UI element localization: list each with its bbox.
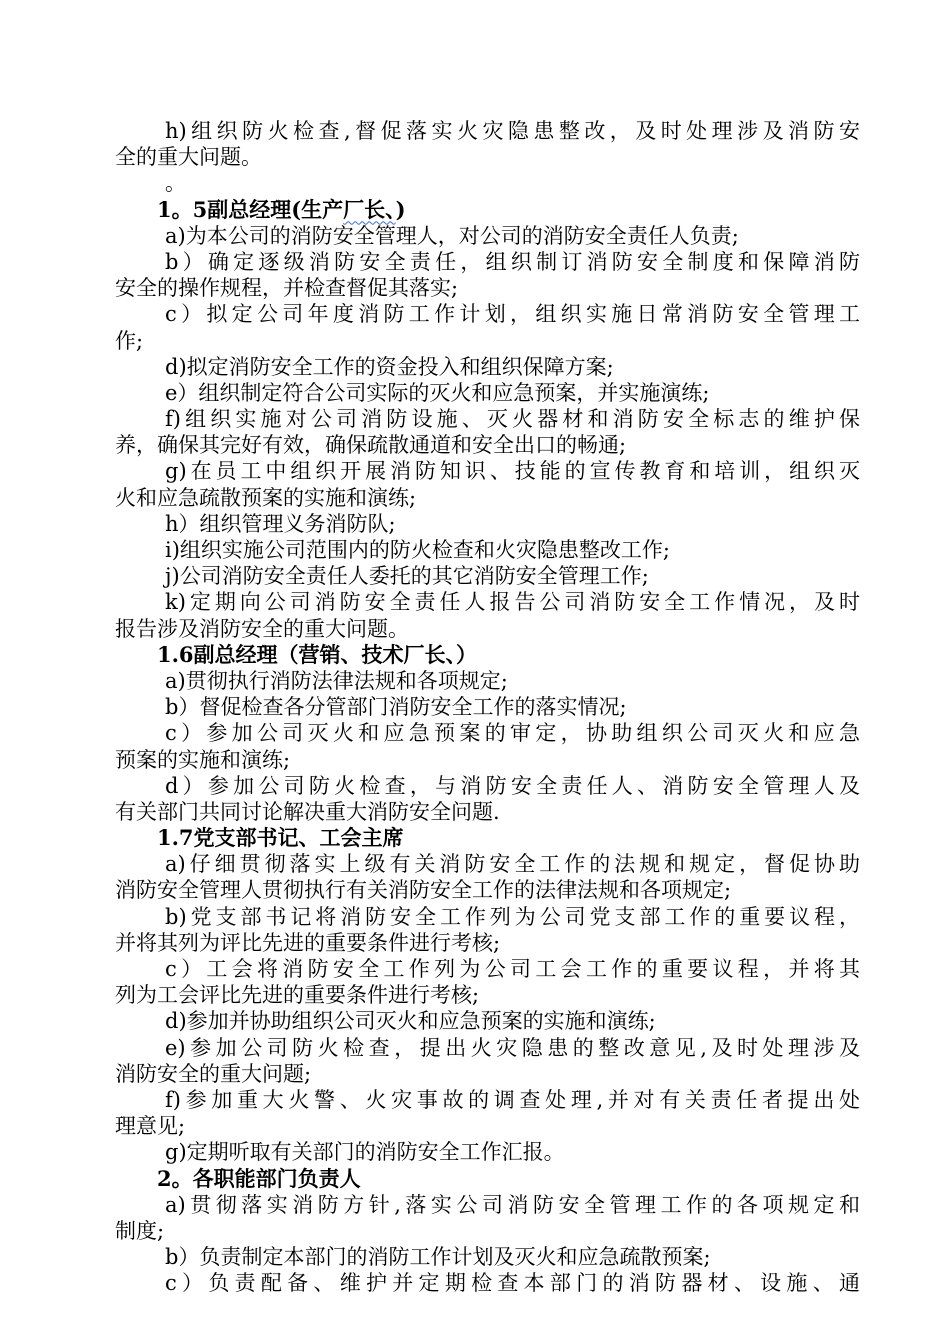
paragraph-line: c）参加公司灭火和应急预案的审定，协助组织公司灭火和应急 <box>165 721 860 746</box>
paragraph-line: a)贯彻执行消防法律法规和各项规定; <box>165 668 508 693</box>
paragraph-line: b）确定逐级消防安全责任，组织制订消防安全制度和保障消防 <box>165 249 860 274</box>
heading-text: 1。5副总经理(生产 <box>157 196 344 222</box>
heading-text: ) <box>395 196 406 222</box>
paragraph-line: b)党支部书记将消防安全工作列为公司党支部工作的重要议程， <box>165 904 860 929</box>
paragraph-line: c）拟定公司年度消防工作计划，组织实施日常消防安全管理工 <box>165 302 860 327</box>
paragraph-line: d)参加并协助组织公司灭火和应急预案的实施和演练; <box>165 1009 656 1034</box>
paragraph-line: k)定期向公司消防安全责任人报告公司消防安全工作情况，及时 <box>165 590 860 615</box>
paragraph-line: e）组织制定符合公司实际的灭火和应急预案，并实施演练; <box>165 380 710 405</box>
paragraph-line: b）督促检查各分管部门消防安全工作的落实情况; <box>165 695 627 720</box>
paragraph-line: h）组织管理义务消防队; <box>165 511 396 536</box>
paragraph-line: c）工会将消防安全工作列为公司工会工作的重要议程，并将其 <box>165 957 860 981</box>
paragraph-line: 列为工会评比先进的重要条件进行考核; <box>115 983 480 1008</box>
paragraph-line: a)为本公司的消防安全管理人，对公司的消防安全责任人负责; <box>165 223 739 248</box>
stray-mark: 。 <box>165 171 186 196</box>
paragraph-line: b）负责制定本部门的消防工作计划及灭火和应急疏散预案; <box>165 1245 711 1270</box>
paragraph-line: d)拟定消防安全工作的资金投入和组织保障方案; <box>165 354 614 379</box>
paragraph-line: 作; <box>115 328 144 353</box>
paragraph-line: 预案的实施和演练; <box>115 747 291 772</box>
paragraph-line: 理意见; <box>115 1114 186 1139</box>
paragraph-line: f)组织实施对公司消防设施、灭火器材和消防安全标志的维护保 <box>165 407 860 432</box>
paragraph-line: a)贯彻落实消防方针,落实公司消防安全管理工作的各项规定和 <box>165 1192 860 1217</box>
paragraph-line: 有关部门共同讨论解决重大消防安全问题. <box>115 799 500 824</box>
paragraph-line: e)参加公司防火检查，提出火灾隐患的整改意见,及时处理涉及 <box>165 1035 860 1060</box>
paragraph-line: 并将其列为评比先进的重要条件进行考核; <box>115 930 501 955</box>
paragraph-line: 制度; <box>115 1218 165 1243</box>
section-heading: 2。各职能部门负责人 <box>157 1165 361 1191</box>
section-heading: 1.7党支部书记、工会主席 <box>157 825 404 851</box>
paragraph-line: 全的重大问题。 <box>115 145 262 170</box>
paragraph-line: g)定期听取有关部门的消防安全工作汇报。 <box>165 1140 565 1165</box>
paragraph-line: c）负责配备、维护并定期检查本部门的消防器材、设施、通 <box>165 1271 860 1296</box>
paragraph-line: f)参加重大火警、火灾事故的调查处理,并对有关责任者提出处 <box>165 1087 860 1112</box>
paragraph-line: j)公司消防安全责任人委托的其它消防安全管理工作; <box>165 564 649 589</box>
paragraph-line: 报告涉及消防安全的重大问题。 <box>115 616 409 641</box>
section-heading: 1.6副总经理（营销、技术厂长、） <box>157 641 478 667</box>
paragraph-line: g)在员工中组织开展消防知识、技能的宣传教育和培训，组织灭 <box>165 459 860 484</box>
paragraph-line: 火和应急疏散预案的实施和演练; <box>115 485 417 510</box>
paragraph-line: i)组织实施公司范围内的防火检查和火灾隐患整改工作; <box>165 538 670 562</box>
paragraph-line: h)组织防火检查,督促落实火灾隐患整改，及时处理涉及消防安 <box>165 119 860 143</box>
paragraph-line: a)仔细贯彻落实上级有关消防安全工作的法规和规定，督促协助 <box>165 852 860 877</box>
spellcheck-squiggle-text: 厂长、 <box>343 196 396 222</box>
section-heading <box>115 197 860 223</box>
document-page <box>115 118 860 1296</box>
paragraph-line: d）参加公司防火检查，与消防安全责任人、消防安全管理人及 <box>165 773 860 798</box>
paragraph-line: 消防安全管理人贯彻执行有关消防安全工作的法律法规和各项规定; <box>115 878 732 903</box>
paragraph-line: 消防安全的重大问题; <box>115 1061 312 1086</box>
paragraph-line: 养，确保其完好有效，确保疏散通道和安全出口的畅通; <box>115 433 627 458</box>
paragraph-line: 安全的操作规程，并检查督促其落实; <box>115 276 459 301</box>
